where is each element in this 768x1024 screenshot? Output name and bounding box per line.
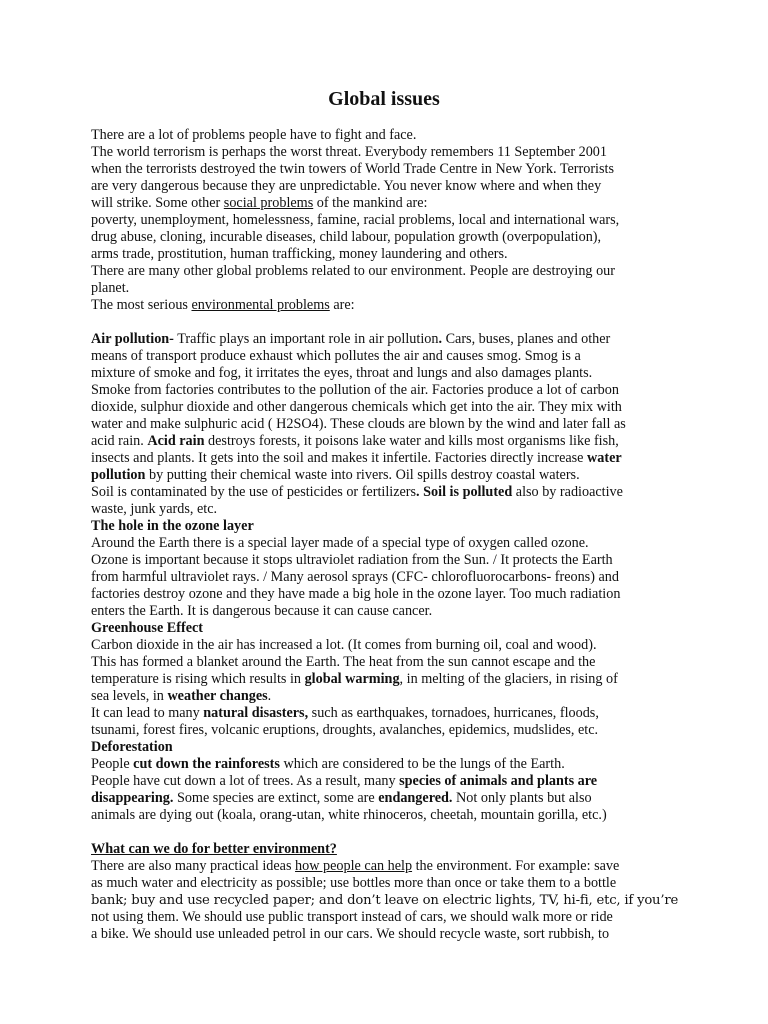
paragraph-spacer — [91, 824, 691, 841]
air-pollution-line: waste, junk yards, etc. — [91, 501, 218, 517]
air-pollution-line: water and make sulphuric acid ( H2SO4). These clouds are blown by the wind and later fall as — [91, 416, 626, 432]
intro-line: There are many other global problems related to our environment. People are destroying our — [91, 263, 615, 279]
better-environment-line: a bike. We should use unleaded petrol in our cars. We should recycle waste, sort rubbish, to — [91, 926, 610, 942]
how-people-can-help-term: how people can help — [295, 858, 413, 874]
better-environment-line: There are also many practical ideas how people can help the environment. For example: save — [91, 858, 620, 874]
document-body — [91, 127, 691, 943]
page-title: Global issues — [328, 88, 440, 110]
deforestation-line: animals are dying out (koala, orang-utan, white rhinoceros, cheetah, mountain gorilla, etc.) — [91, 807, 607, 823]
ozone-heading: The hole in the ozone layer — [91, 518, 254, 534]
air-pollution-line: Soil is contaminated by the use of pesticides or fertilizers. Soil is polluted also by radioactive — [91, 484, 623, 500]
deforestation-line: People have cut down a lot of trees. As a result, many species of animals and plants are — [91, 773, 598, 789]
air-pollution-line: dioxide, sulphur dioxide and other dangerous chemicals which get into the air. They mix with — [91, 399, 622, 415]
ozone-line: enters the Earth. It is dangerous because it can cause cancer. — [91, 603, 433, 619]
greenhouse-line: Carbon dioxide in the air has increased a lot. (It comes from burning oil, coal and wood). — [91, 637, 597, 653]
deforestation-line: People cut down the rainforests which are considered to be the lungs of the Earth. — [91, 756, 565, 772]
air-pollution-line: pollution by putting their chemical waste into rivers. Oil spills destroy coastal waters. — [91, 467, 580, 483]
air-pollution-line: means of transport produce exhaust which pollutes the air and causes smog. Smog is a — [91, 348, 581, 364]
greenhouse-line: This has formed a blanket around the Earth. The heat from the sun cannot escape and the — [91, 654, 596, 670]
intro-line: are very dangerous because they are unpredictable. You never know where and when they — [91, 178, 602, 194]
ozone-line: Around the Earth there is a special layer made of a special type of oxygen called ozone. — [91, 535, 589, 551]
greenhouse-line: sea levels, in weather changes. — [91, 688, 272, 704]
deforestation-line: disappearing. Some species are extinct, some are endangered. Not only plants but also — [91, 790, 592, 806]
intro-line: The world terrorism is perhaps the worst threat. Everybody remembers 11 September 2001 — [91, 144, 607, 160]
ozone-line: from harmful ultraviolet rays. / Many aerosol sprays (CFC- chlorofluorocarbons- freons) and — [91, 569, 619, 585]
ozone-line: factories destroy ozone and they have made a big hole in the ozone layer. Too much radiation — [91, 586, 621, 602]
air-pollution-line: acid rain. Acid rain destroys forests, it poisons lake water and kills most organisms like fish, — [91, 433, 619, 449]
deforestation-heading: Deforestation — [91, 739, 173, 755]
intro-line: when the terrorists destroyed the twin towers of World Trade Centre in New York. Terrorists — [91, 161, 614, 177]
intro-line: will strike. Some other social problems of the mankind are: — [91, 195, 428, 211]
air-pollution-heading: Air pollution- — [91, 331, 174, 347]
paragraph-spacer — [91, 314, 691, 331]
better-environment-line: as much water and electricity as possible; use bottles more than once or take them to a bottle — [91, 875, 617, 891]
ozone-line: Ozone is important because it stops ultraviolet radiation from the Sun. / It protects the Earth — [91, 552, 613, 568]
better-environment-line: not using them. We should use public transport instead of cars, we should walk more or ride — [91, 909, 613, 925]
better-environment-line: bank; buy and use recycled paper; and don’t leave on electric lights, TV, hi-fi, etc, if you’re — [91, 893, 679, 908]
greenhouse-line: It can lead to many natural disasters, such as earthquakes, tornadoes, hurricanes, floods, — [91, 705, 599, 721]
intro-line: poverty, unemployment, homelessness, famine, racial problems, local and international wars, — [91, 212, 620, 228]
intro-line: drug abuse, cloning, incurable diseases, child labour, population growth (overpopulation), — [91, 229, 602, 245]
air-pollution-line: mixture of smoke and fog, it irritates the eyes, throat and lungs and also damages plants. — [91, 365, 593, 381]
air-pollution-line: Smoke from factories contributes to the pollution of the air. Factories produce a lot of carbon — [91, 382, 619, 398]
better-environment-heading: What can we do for better environment? — [91, 841, 337, 857]
environmental-problems-term: environmental problems — [191, 297, 330, 313]
greenhouse-line: tsunami, forest fires, volcanic eruptions, droughts, avalanches, epidemics, mudslides, etc. — [91, 722, 599, 738]
social-problems-term: social problems — [223, 195, 314, 211]
intro-line: The most serious environmental problems are: — [91, 297, 355, 313]
greenhouse-heading: Greenhouse Effect — [91, 620, 204, 636]
intro-line: There are a lot of problems people have to fight and face. — [91, 127, 417, 143]
air-pollution-line: Air pollution- Traffic plays an important role in air pollution. Cars, buses, planes and other — [91, 331, 611, 347]
air-pollution-line: insects and plants. It gets into the soil and makes it infertile. Factories directly increase water — [91, 450, 622, 466]
greenhouse-line: temperature is rising which results in global warming, in melting of the glaciers, in rising of — [91, 671, 618, 687]
intro-line: arms trade, prostitution, human trafficking, money laundering and others. — [91, 246, 508, 262]
intro-line: planet. — [91, 280, 130, 296]
